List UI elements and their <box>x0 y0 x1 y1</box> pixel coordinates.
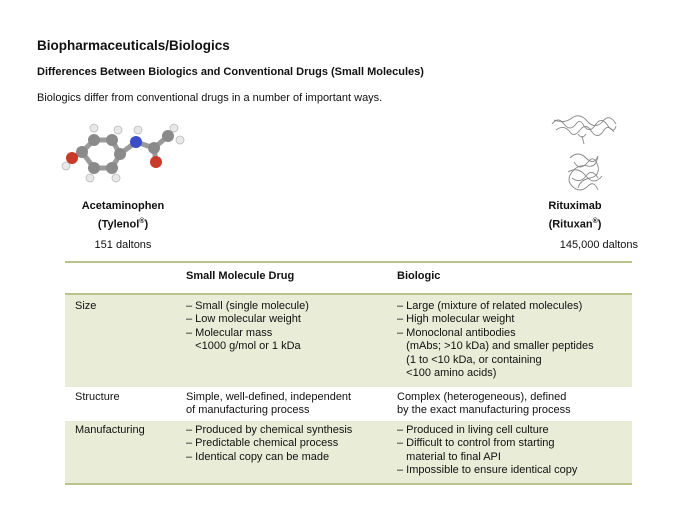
list-item: – Difficult to control from starting <box>397 437 555 449</box>
page-title: Biopharmaceuticals/Biologics <box>37 38 230 53</box>
rituximab-name: Rituximab <box>548 200 602 212</box>
list-item: <1000 g/mol or 1 kDa <box>186 340 301 352</box>
list-item: <100 amino acids) <box>397 367 497 379</box>
table-rule-bottom <box>65 483 632 485</box>
acetaminophen-weight: 151 daltons <box>94 239 152 251</box>
size-small-cell <box>186 300 397 354</box>
list-item: – Produced in living cell culture <box>397 423 549 436</box>
cell-line: Complex (heterogeneous), defined <box>397 390 567 403</box>
header-biologic: Biologic <box>397 270 441 282</box>
table-row-structure <box>65 387 632 421</box>
list-item: – Low molecular weight <box>186 313 301 325</box>
structure-small-cell <box>186 391 397 418</box>
list-item: – Molecular mass <box>186 326 273 339</box>
rituximab-antibody-icon <box>548 114 620 194</box>
section-subtitle: Differences Between Biologics and Conventional Drugs (Small Molecules) <box>37 66 424 78</box>
header-empty <box>65 270 186 284</box>
cell-line: by the exact manufacturing process <box>397 404 571 416</box>
list-item: – Identical copy can be made <box>186 450 330 463</box>
row-label: Structure <box>75 390 120 403</box>
row-label: Manufacturing <box>75 423 145 436</box>
rituximab-weight: 145,000 daltons <box>559 239 638 251</box>
list-item: – Monoclonal antibodies <box>397 326 516 339</box>
rituxan-brand: (Rituxan®) <box>548 218 602 231</box>
list-item: material to final API <box>397 450 501 463</box>
size-biologic-cell <box>397 300 632 381</box>
manufacturing-biologic-cell <box>397 424 632 478</box>
list-item: (mAbs; >10 kDa) and smaller peptides <box>397 340 594 352</box>
structure-biologic-cell <box>397 391 632 418</box>
header-small-molecule: Small Molecule Drug <box>186 270 295 282</box>
acetaminophen-molecule-icon <box>60 114 190 186</box>
intro-text: Biologics differ from conventional drugs in a number of important ways. <box>37 92 383 104</box>
rituximab-label <box>535 199 615 233</box>
acetaminophen-label <box>68 199 178 233</box>
cell-line: Simple, well-defined, independent <box>186 390 352 403</box>
list-item: – Predictable chemical process <box>186 437 339 449</box>
list-item: – Large (mixture of related molecules) <box>397 299 583 312</box>
acetaminophen-name: Acetaminophen <box>81 200 165 212</box>
list-item: – Small (single molecule) <box>186 299 309 312</box>
comparison-table <box>65 261 632 485</box>
cell-line: of manufacturing process <box>186 404 310 416</box>
row-label: Size <box>75 299 97 312</box>
table-row-manufacturing <box>65 421 632 483</box>
list-item: – Produced by chemical synthesis <box>186 423 353 436</box>
table-header-row <box>65 263 632 293</box>
list-item: (1 to <10 kDa, or containing <box>397 353 542 366</box>
table-row-size <box>65 295 632 387</box>
list-item: – Impossible to ensure identical copy <box>397 464 578 476</box>
tylenol-brand: (Tylenol®) <box>97 218 149 231</box>
manufacturing-small-cell <box>186 424 397 465</box>
list-item: – High molecular weight <box>397 313 515 325</box>
